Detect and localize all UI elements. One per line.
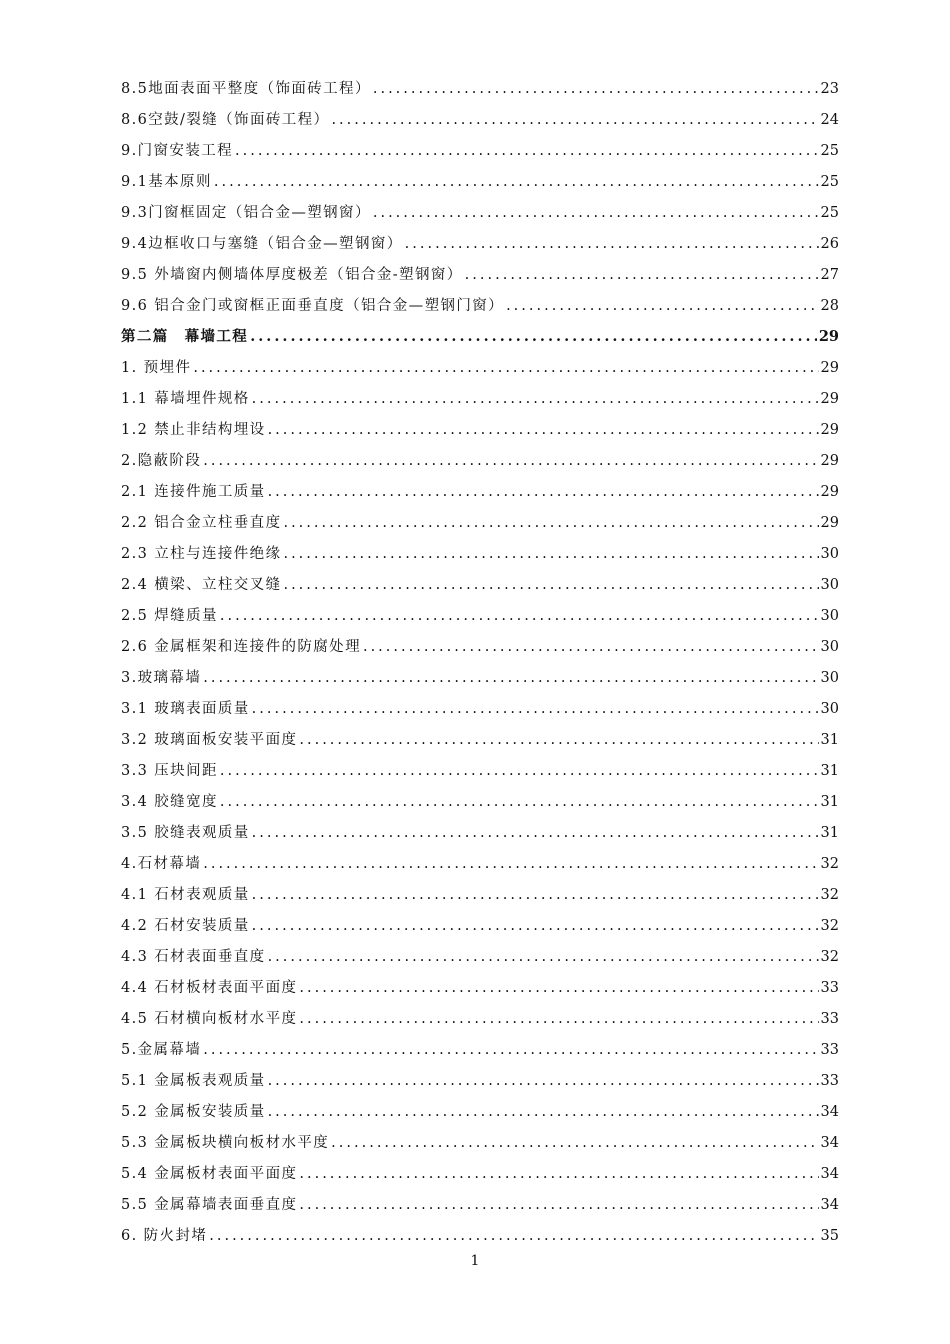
- toc-leader-dots: [331, 112, 818, 128]
- toc-entry[interactable]: [121, 139, 839, 170]
- toc-entry-title: 3.5 胶缝表观质量: [121, 825, 250, 841]
- toc-entry-page-number: 30: [820, 701, 839, 717]
- toc-entry-page-number: 34: [820, 1104, 839, 1120]
- toc-entry[interactable]: [121, 387, 839, 418]
- toc-entry-title: 2.4 横梁、立柱交叉缝: [121, 577, 282, 593]
- toc-entry-page-number: 29: [818, 328, 839, 345]
- toc-leader-dots: [268, 949, 819, 965]
- toc-leader-dots: [214, 174, 819, 190]
- toc-entry-page-number: 32: [820, 918, 839, 934]
- toc-entry-title: 1.2 禁止非结构埋设: [121, 422, 266, 438]
- toc-entry-title: 9.3门窗框固定（铝合金—塑钢窗）: [121, 205, 371, 221]
- toc-entry[interactable]: [121, 759, 839, 790]
- toc-entry[interactable]: [121, 108, 839, 139]
- toc-entry[interactable]: [121, 945, 839, 976]
- toc-entry-title: 1.1 幕墙埋件规格: [121, 391, 250, 407]
- toc-entry-page-number: 32: [820, 856, 839, 872]
- toc-entry[interactable]: [121, 573, 839, 604]
- toc-entry-title: 9.4边框收口与塞缝（铝合金—塑钢窗）: [121, 236, 403, 252]
- toc-entry-title: 1. 预埋件: [121, 360, 192, 376]
- toc-leader-dots: [268, 484, 819, 500]
- toc-leader-dots: [250, 328, 817, 345]
- toc-entry-page-number: 33: [820, 1073, 839, 1089]
- toc-entry-page-number: 26: [820, 236, 839, 252]
- toc-entry-page-number: 34: [820, 1135, 839, 1151]
- toc-leader-dots: [465, 267, 819, 283]
- toc-entry-title: 2.3 立柱与连接件绝缘: [121, 546, 282, 562]
- toc-entry-page-number: 32: [820, 887, 839, 903]
- toc-entry[interactable]: [121, 604, 839, 635]
- toc-leader-dots: [193, 360, 818, 376]
- toc-entry-title: 8.6空鼓/裂缝（饰面砖工程）: [121, 112, 330, 128]
- toc-leader-dots: [252, 887, 819, 903]
- toc-entry[interactable]: [121, 635, 839, 666]
- toc-leader-dots: [363, 639, 819, 655]
- toc-leader-dots: [220, 763, 819, 779]
- toc-entry[interactable]: [121, 77, 839, 108]
- toc-entry-title: 5.2 金属板安装质量: [121, 1104, 266, 1120]
- toc-entry-page-number: 32: [820, 949, 839, 965]
- toc-entry[interactable]: [121, 976, 839, 1007]
- toc-entry[interactable]: [121, 480, 839, 511]
- toc-entry-page-number: 30: [820, 639, 839, 655]
- toc-entry[interactable]: [121, 914, 839, 945]
- toc-leader-dots: [373, 81, 819, 97]
- toc-leader-dots: [252, 391, 819, 407]
- toc-entry-title: 2.隐蔽阶段: [121, 453, 202, 469]
- toc-entry[interactable]: [121, 883, 839, 914]
- toc-entry-title: 4.1 石材表观质量: [121, 887, 250, 903]
- toc-leader-dots: [203, 453, 818, 469]
- toc-entry[interactable]: [121, 666, 839, 697]
- toc-leader-dots: [235, 143, 819, 159]
- toc-leader-dots: [373, 205, 819, 221]
- toc-entry[interactable]: [121, 294, 839, 325]
- toc-entry-page-number: 34: [820, 1197, 839, 1213]
- toc-entry[interactable]: [121, 1162, 839, 1193]
- toc-leader-dots: [268, 1104, 819, 1120]
- toc-entry[interactable]: [121, 1193, 839, 1224]
- toc-entry-title: 3.4 胶缝宽度: [121, 794, 218, 810]
- toc-leader-dots: [220, 794, 819, 810]
- toc-leader-dots: [299, 1197, 818, 1213]
- toc-entry-title: 9.5 外墙窗内侧墙体厚度极差（铝合金-塑钢窗）: [121, 267, 463, 283]
- toc-leader-dots: [203, 670, 818, 686]
- toc-leader-dots: [252, 825, 819, 841]
- toc-entry-title: 5.4 金属板材表面平面度: [121, 1166, 298, 1182]
- toc-entry-page-number: 30: [820, 577, 839, 593]
- toc-entry-page-number: 33: [820, 1011, 839, 1027]
- toc-entry-page-number: 34: [820, 1166, 839, 1182]
- toc-entry-page-number: 33: [820, 1042, 839, 1058]
- toc-entry[interactable]: [121, 232, 839, 263]
- toc-entry-title: 9.1基本原则: [121, 174, 212, 190]
- toc-entry-page-number: 27: [820, 267, 839, 283]
- toc-entry-title: 4.3 石材表面垂直度: [121, 949, 266, 965]
- toc-entry[interactable]: [121, 697, 839, 728]
- toc-entry-page-number: 30: [820, 546, 839, 562]
- toc-entry-title: 2.1 连接件施工质量: [121, 484, 266, 500]
- toc-entry[interactable]: [121, 325, 839, 356]
- toc-leader-dots: [283, 577, 818, 593]
- toc-entry-page-number: 24: [820, 112, 839, 128]
- toc-leader-dots: [299, 1166, 818, 1182]
- toc-entry-page-number: 35: [820, 1228, 839, 1244]
- toc-leader-dots: [405, 236, 819, 252]
- toc-leader-dots: [283, 546, 818, 562]
- toc-entry-page-number: 25: [820, 143, 839, 159]
- toc-entry-page-number: 30: [820, 670, 839, 686]
- toc-entry-page-number: 31: [820, 794, 839, 810]
- toc-leader-dots: [506, 298, 818, 314]
- toc-entry-title: 3.1 玻璃表面质量: [121, 701, 250, 717]
- toc-entry-page-number: 25: [820, 205, 839, 221]
- toc-leader-dots: [252, 701, 819, 717]
- toc-entry[interactable]: [121, 511, 839, 542]
- toc-entry-title: 4.石材幕墙: [121, 856, 202, 872]
- toc-entry-title: 2.6 金属框架和连接件的防腐处理: [121, 639, 361, 655]
- page-number: 1: [470, 1253, 480, 1269]
- toc-leader-dots: [268, 422, 819, 438]
- toc-entry-title: 4.5 石材横向板材水平度: [121, 1011, 298, 1027]
- toc-entry-page-number: 29: [820, 515, 839, 531]
- toc-entry-title: 6. 防火封堵: [121, 1228, 208, 1244]
- toc-entry[interactable]: [121, 449, 839, 480]
- toc-entry[interactable]: [121, 790, 839, 821]
- toc-entry-title: 3.3 压块间距: [121, 763, 218, 779]
- toc-entry[interactable]: [121, 1069, 839, 1100]
- toc-leader-dots: [299, 732, 818, 748]
- table-of-contents: [121, 77, 839, 1255]
- toc-leader-dots: [220, 608, 819, 624]
- toc-entry-page-number: 29: [820, 422, 839, 438]
- toc-entry[interactable]: [121, 852, 839, 883]
- toc-entry-page-number: 29: [820, 391, 839, 407]
- toc-entry-title: 第二篇 幕墙工程: [121, 328, 249, 345]
- toc-leader-dots: [209, 1228, 818, 1244]
- toc-entry-title: 2.2 铝合金立柱垂直度: [121, 515, 282, 531]
- toc-entry[interactable]: [121, 1038, 839, 1069]
- toc-entry-title: 9.6 铝合金门或窗框正面垂直度（铝合金—塑钢门窗）: [121, 298, 505, 314]
- toc-entry-title: 8.5地面表面平整度（饰面砖工程）: [121, 81, 371, 97]
- toc-entry-page-number: 25: [820, 174, 839, 190]
- toc-entry[interactable]: [121, 356, 839, 387]
- toc-entry[interactable]: [121, 1224, 839, 1255]
- toc-leader-dots: [299, 1011, 818, 1027]
- toc-entry[interactable]: [121, 201, 839, 232]
- toc-leader-dots: [203, 856, 818, 872]
- toc-leader-dots: [283, 515, 818, 531]
- toc-entry-page-number: 30: [820, 608, 839, 624]
- toc-entry-title: 3.玻璃幕墙: [121, 670, 202, 686]
- toc-entry-page-number: 31: [820, 763, 839, 779]
- toc-leader-dots: [299, 980, 818, 996]
- toc-leader-dots: [268, 1073, 819, 1089]
- toc-leader-dots: [331, 1135, 818, 1151]
- toc-entry-page-number: 29: [820, 484, 839, 500]
- toc-entry-page-number: 33: [820, 980, 839, 996]
- toc-entry-page-number: 28: [820, 298, 839, 314]
- toc-leader-dots: [252, 918, 819, 934]
- toc-entry-page-number: 23: [820, 81, 839, 97]
- toc-entry[interactable]: [121, 1100, 839, 1131]
- toc-entry[interactable]: [121, 821, 839, 852]
- toc-entry[interactable]: [121, 1007, 839, 1038]
- toc-entry-title: 9.门窗安装工程: [121, 143, 234, 159]
- toc-entry-title: 4.4 石材板材表面平面度: [121, 980, 298, 996]
- toc-entry-title: 5.5 金属幕墙表面垂直度: [121, 1197, 298, 1213]
- toc-entry-page-number: 31: [820, 732, 839, 748]
- toc-entry-title: 5.1 金属板表观质量: [121, 1073, 266, 1089]
- toc-entry[interactable]: [121, 418, 839, 449]
- toc-entry[interactable]: [121, 170, 839, 201]
- toc-entry-page-number: 31: [820, 825, 839, 841]
- toc-leader-dots: [203, 1042, 818, 1058]
- toc-entry-title: 5.金属幕墙: [121, 1042, 202, 1058]
- toc-entry[interactable]: [121, 728, 839, 759]
- toc-entry-title: 4.2 石材安装质量: [121, 918, 250, 934]
- toc-entry[interactable]: [121, 542, 839, 573]
- toc-entry-page-number: 29: [820, 360, 839, 376]
- toc-entry-title: 3.2 玻璃面板安装平面度: [121, 732, 298, 748]
- toc-entry-page-number: 29: [820, 453, 839, 469]
- toc-entry-title: 2.5 焊缝质量: [121, 608, 218, 624]
- toc-entry[interactable]: [121, 1131, 839, 1162]
- toc-entry[interactable]: [121, 263, 839, 294]
- toc-entry-title: 5.3 金属板块横向板材水平度: [121, 1135, 330, 1151]
